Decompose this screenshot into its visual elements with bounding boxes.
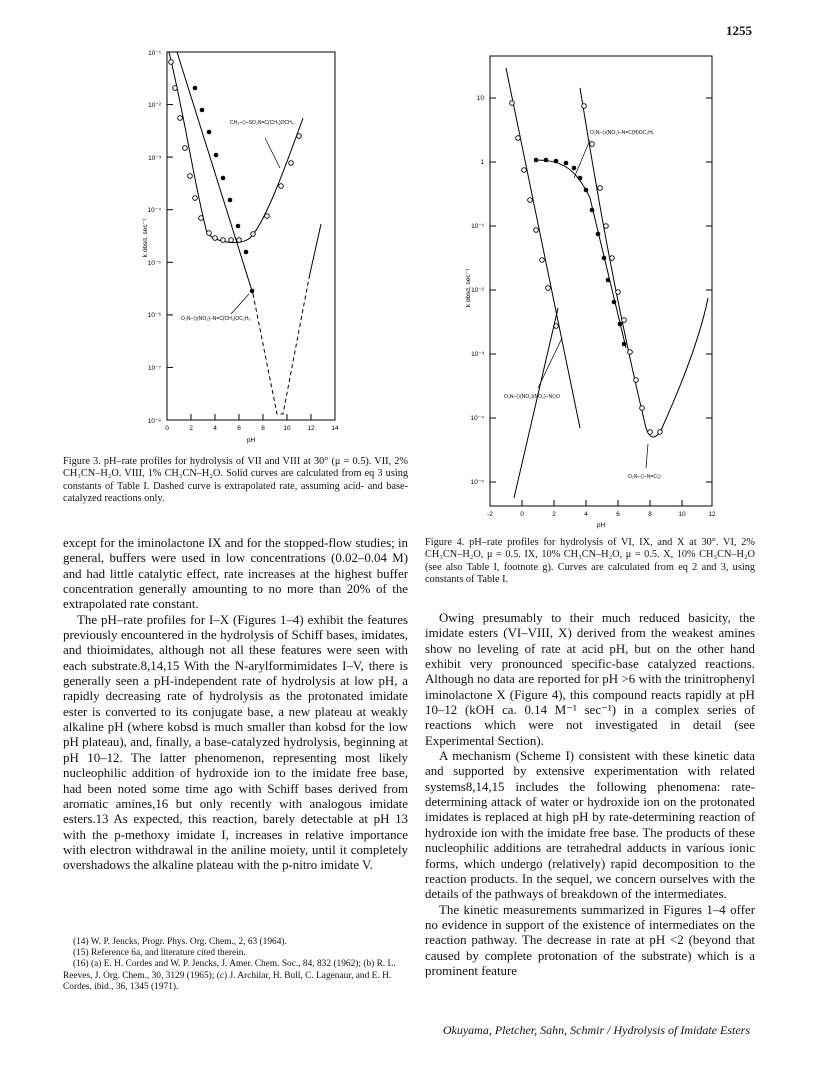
f3-ytick: 10⁻⁷ (147, 365, 161, 372)
figure-4-plot (450, 48, 740, 530)
figure-4 (450, 48, 740, 530)
f4-ytick: 10⁻⁴ (470, 415, 484, 422)
figure-3-plot (135, 48, 365, 448)
right-paragraph-1: Owing presumably to their much reduced basicity, the imidate esters (VI–VIII, X) derived from the weakest amines show no leveling of rate at acid pH, but on the other hand exhibit very pronounced specific-base catalyzed reactions. Although no data are reported for pH >6 with the trinitrophenyl iminolactone X (Figure 4), this compound reacts rapidly at pH 10–12 (kOH ca. 0.14 M⁻¹ sec⁻¹) in a complex series of reactions which were not investigated in detail (see Experimental Section). (425, 611, 755, 748)
figure-4-caption: Figure 4. pH–rate profiles for hydrolysis of VI, IX, and X at 30°. VI, 2% CH₃CN–H₂O, μ = 0.5. IX, 10% CH₃CN–H₂O, μ = 0.5. X, 10% CH₃CN–H₂O (see also Table I, footnote g). Curves are calculated from eq 2 and 3, using constants of Table I. (425, 537, 755, 585)
f4-xtick: 10 (678, 511, 686, 518)
running-footer: Okuyama, Pletcher, Sahn, Schmir / Hydrolysis of Imidate Esters (442, 1023, 750, 1037)
f4-curve-ix (534, 160, 626, 348)
f4-struct-middle: O₂N–⟨⟩(NO₂)(NO₂)–N⟨⟩O (504, 394, 560, 400)
reference-16: (16) (a) E. H. Cordes and W. P. Jencks, J. Amer. Chem. Soc., 84, 832 (1962); (b) R. L. Reeves, J. Org. Chem., 30, 3129 (1965); (c) J. Archilar, H. Bull, C. Lagenaur, and E. H. Cordes, ibid., 36, 1345 (1971). (63, 959, 396, 992)
f4-curve-vi-ab (580, 88, 708, 437)
left-paragraph-2: The pH–rate profiles for I–X (Figures 1–4) exhibit the features previously encountered in the hydrolysis of Schiff bases, imidates, and thioimidates, although not all these features were seen with each substrate.8,14,15 With the N-arylformimidates I–V, there is generally seen a pH-independent rate of hydrolysis at low pH, a rapidly decreasing rate of hydrolysis as the protonated imidate ester is converted to its conjugate base, a new plateau at weakly alkaline pH (where kobsd is much smaller than kobsd for the low pH plateau), and, finally, a base-catalyzed hydrolysis, beginning at pH 10–12. The latter phenomenon, representing most likely nucleophilic addition of hydroxide ion to the imidate free base, had been noted some time ago with Schiff bases derived from aromatic amines,16 but only recently with analogous imidate esters.13 As expected, this reaction, barely detectable at pH 13 with the p-methoxy imidate I, increases in relative importance with electron withdrawal in the aniline moiety, until it completely overshadows the alkaline plateau with the p-nitro imidate V. (63, 612, 408, 873)
f4-xlabel: pH (596, 522, 606, 529)
f4-struct-lower: O₂N–⟨⟩–N=C⟨⟩ (628, 474, 661, 480)
f3-ytick: 10⁻⁸ (147, 418, 161, 425)
f3-xtick: 10 (283, 425, 291, 432)
f3-xlabel: pH (246, 437, 256, 444)
reference-14: (14) W. P. Jencks, Progr. Phys. Org. Chem., 2, 63 (1964). (73, 937, 287, 947)
f4-xtick: 0 (520, 511, 524, 518)
reference-15: (15) Reference 6a, and literature cited therein. (73, 948, 246, 959)
f4-ytick: 1 (480, 159, 484, 166)
f3-ytick: 10⁻⁵ (147, 260, 161, 267)
f3-ytick: 10⁻⁶ (147, 312, 161, 319)
f4-xtick: 8 (648, 511, 652, 518)
f3-ytick: 10⁻³ (148, 155, 161, 162)
f4-ytick: 10⁻² (471, 287, 484, 294)
left-paragraph-1: except for the iminolactone IX and for the stopped-flow studies; in general, buffers were used in low concentrations (0.02–0.04 M) and had little catalytic effect, rate increases at the highest buffer concentration generally amounting to no more than 20% of the extrapolated rate constant. (63, 536, 408, 612)
f4-curve-x (514, 308, 558, 498)
f4-xtick: 6 (616, 511, 620, 518)
f3-xtick: 0 (165, 425, 169, 432)
f3-curve-viii-extrap (253, 278, 309, 414)
f4-ytick: 10 (476, 95, 484, 102)
f4-ytick: 10⁻¹ (471, 223, 484, 230)
f4-xtick: 12 (708, 511, 716, 518)
page-number: 1255 (726, 23, 752, 38)
right-paragraph-3: The kinetic measurements summarized in Figures 1–4 offer no evidence in support of the existence of intermediates on the reaction pathway. The decrease in rate at pH <2 (beyond that caused by complete protonation of the substrate) which is a prominent feature (425, 902, 755, 978)
left-references (63, 937, 408, 993)
f3-struct-lower: O₂N–⟨⟩(NO₂)–N=C(CH₃)OC₂H₅ (181, 316, 251, 322)
f3-ytick: 10⁻² (148, 102, 161, 109)
figure-3 (135, 48, 365, 448)
f3-ytick: 10⁻⁴ (147, 207, 161, 214)
f3-xtick: 2 (189, 425, 193, 432)
f3-xtick: 8 (261, 425, 265, 432)
f4-ylabel: k obsd, sec⁻¹ (465, 268, 472, 308)
right-paragraph-2: A mechanism (Scheme I) consistent with these kinetic data and supported by extensive experimentation with related systems8,14,15 includes the following phenomena: rate-determining attack of water or hydroxide ion on the protonated imidates is replaced at high pH by rate-determining reaction of hydroxide ion with the imidate free base. The products of these nucleophilic additions are tetrahedral adducts in various ionic forms, which undergo (relatively) rapid decomposition to the reaction products. In the sequel, we concern ourselves with the details of the pathways of breakdown of the intermediates. (425, 749, 755, 902)
f3-curve-vii (169, 52, 303, 243)
f3-curve-viii (177, 52, 253, 294)
f3-struct-upper: CH₃–⟨⟩–SO₂N=C(CH₃)OCH₃ (230, 120, 294, 126)
f4-struct-upper: O₂N–⟨⟩(NO₂)–N=C(H)OC₂H₅ (590, 130, 654, 136)
f3-ylabel: k obsd, sec⁻¹ (142, 218, 149, 258)
f3-xtick: 12 (307, 425, 315, 432)
f4-ytick: 10⁻³ (471, 351, 484, 358)
right-column (425, 611, 755, 979)
f3-xtick: 6 (237, 425, 241, 432)
f3-xtick: 14 (331, 425, 339, 432)
f4-xtick: 4 (584, 511, 588, 518)
f4-xtick: -2 (487, 511, 493, 518)
left-column (63, 536, 408, 874)
figure-3-caption: Figure 3. pH–rate profiles for hydrolysis of VII and VIII at 30° (μ = 0.5). VII, 2% CH₃CN–H₂O. VIII, 1% CH₃CN–H₂O. Solid curves are calculated from eq 3 using constants of Table I. Dashed curve is extrapolated rate, assuming acid- and base-catalyzed reactions only. (63, 456, 408, 504)
f3-xtick: 4 (213, 425, 217, 432)
f4-xtick: 2 (552, 511, 556, 518)
f3-ytick: 10⁻¹ (148, 50, 161, 57)
f4-ytick: 10⁻⁵ (470, 479, 484, 486)
